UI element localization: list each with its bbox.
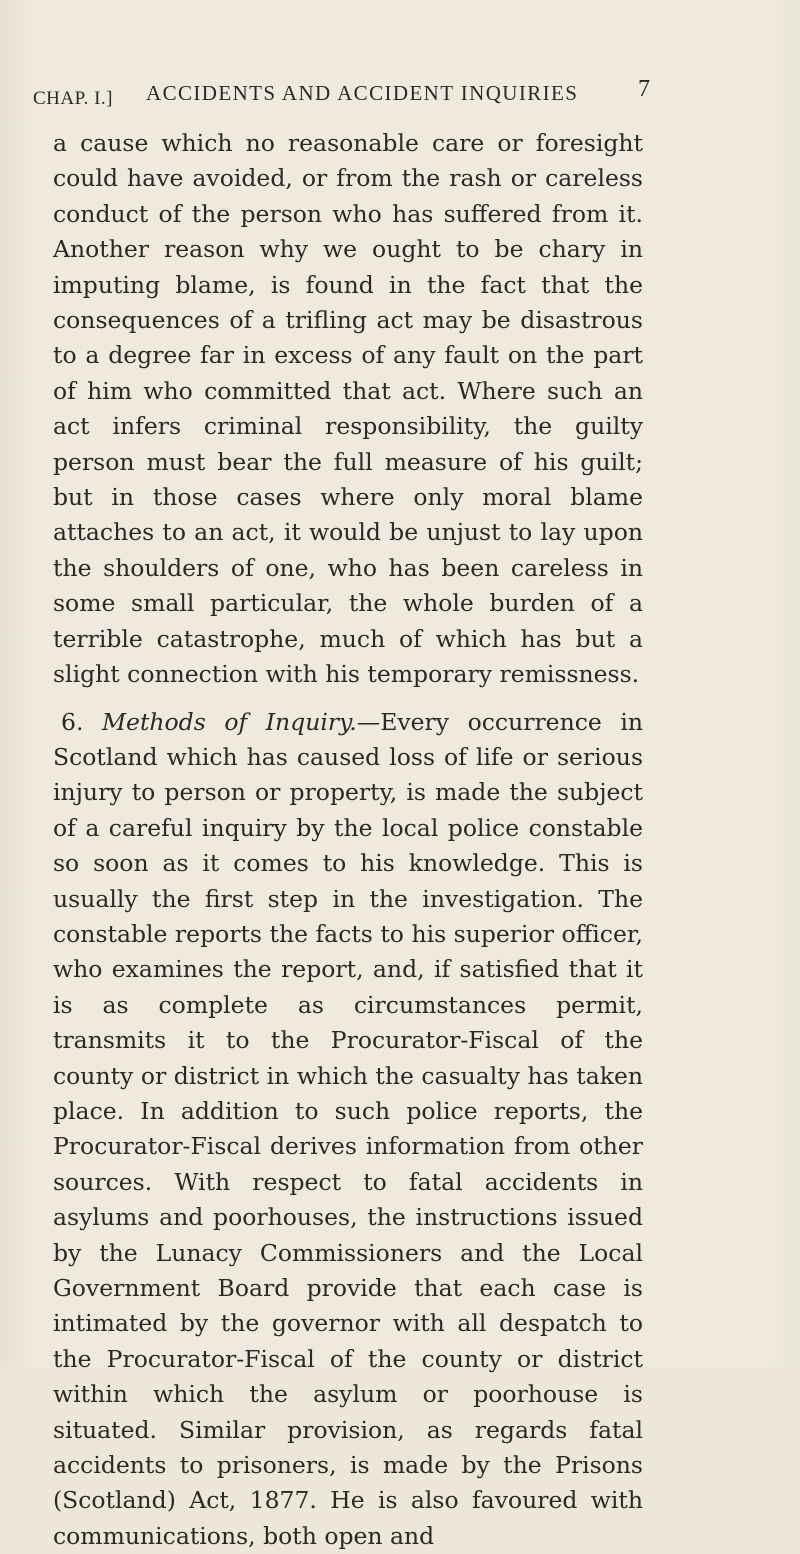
section-dash: — [357, 708, 381, 736]
section-text: Every occurrence in Scotland which has caused loss of life or serious injury to person or property, is made the subject of a careful inquiry by the local police constable so soon as it comes to his knowledge. This is usually the first step in the investigation. The constable reports the facts to his superior officer, who examines the report, and, if satisfied that it is as complete as circumstances permit, transmits it to the Procurator-Fiscal of the county or district in which the casualty has taken place. In addition to such police reports, the Procurator-Fiscal derives information from other sources. With respect to fatal accidents in asylums and poorhouses, the instructions issued by the Lunacy Commissioners and the Local Government Board provide that each case is intimated by the governor with all despatch to the Procurator-Fiscal of the county or district within which the asylum or poorhouse is situated. Similar provision, as regards fatal accidents to prisoners, is made by the Prisons (Scotland) Act, 1877. He is also favoured with communications, both open and [53, 708, 643, 1550]
section-number: 6. [61, 708, 83, 736]
running-head-title: ACCIDENTS AND ACCIDENT INQUIRIES [146, 81, 578, 106]
page-number: 7 [638, 76, 650, 103]
section-6-paragraph [53, 705, 643, 1554]
body-text [53, 126, 643, 1554]
chapter-label: CHAP. I.] [33, 88, 113, 110]
section-heading: Methods of Inquiry. [102, 708, 357, 736]
continuation-paragraph: a cause which no reasonable care or foresight could have avoided, or from the rash or careless conduct of the person who has suffered from it. Another reason why we ought to be chary in imputing blame, is found in the fact that the consequences of a trifling act may be disastrous to a degree far in excess of any fault on the part of him who committed that act. Where such an act infers criminal responsibility, the guilty person must bear the full measure of his guilt; but in those cases where only moral blame attaches to an act, it would be unjust to lay upon the shoulders of one, who has been careless in some small particular, the whole burden of a terrible catastrophe, much of which has but a slight connection with his temporary remissness. [53, 126, 643, 693]
running-head [33, 76, 663, 116]
